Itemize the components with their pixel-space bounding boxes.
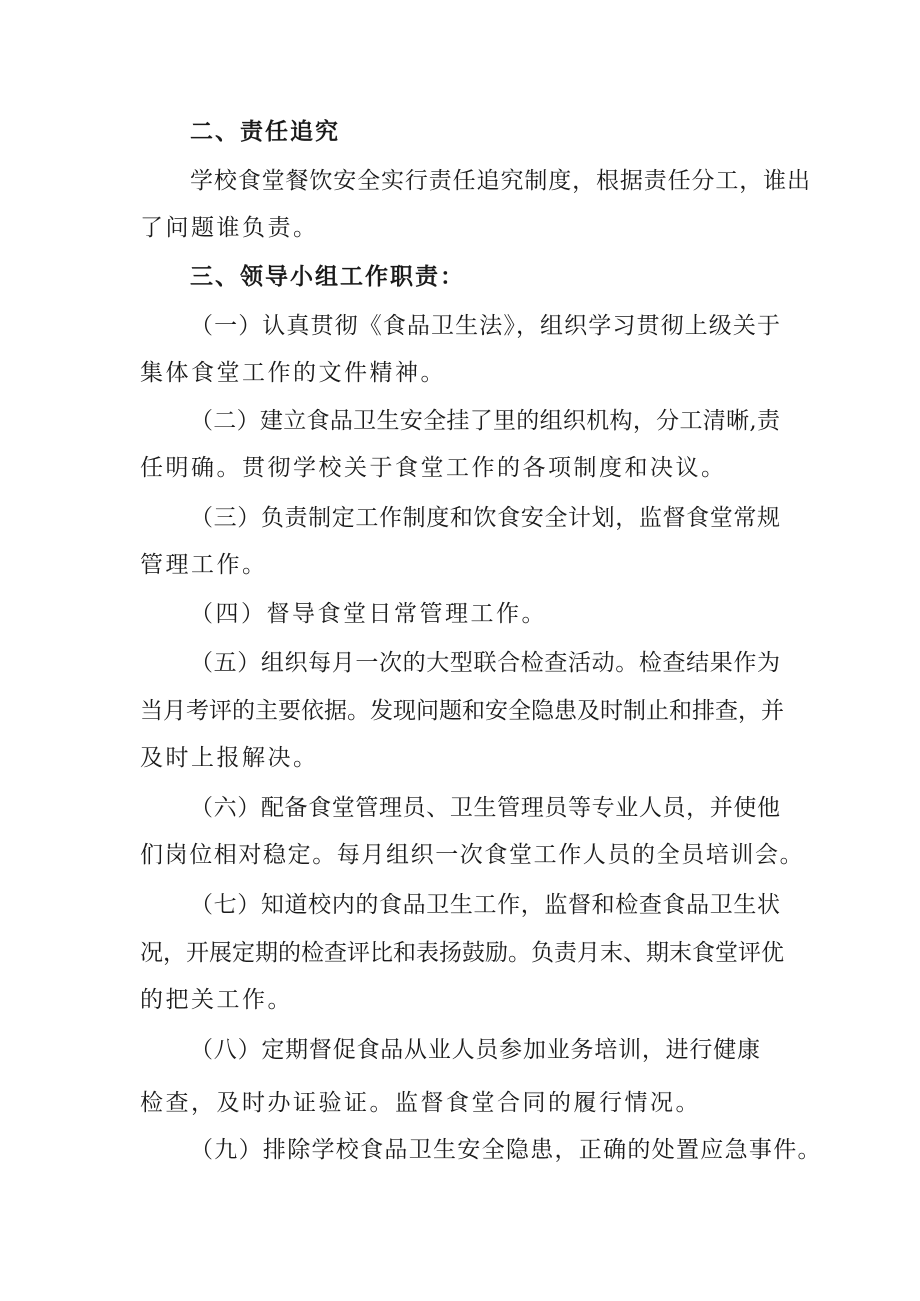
- section-heading-duties: 三、领导小组工作职责：: [190, 264, 465, 290]
- list-item-line: （二）建立食品卫生安全挂了里的组织机构，分工清晰,责: [190, 408, 780, 434]
- list-item-line: 任明确。贯彻学校关于食堂工作的各项制度和决议。: [140, 455, 727, 481]
- list-item-line: （七）知道校内的食品卫生工作，监督和检查食品卫生状: [190, 892, 780, 918]
- section-heading-responsibility: 二、责任追究: [190, 119, 340, 145]
- list-item-line: 的把关工作。: [140, 987, 293, 1013]
- list-item-line: （五）组织每月一次的大型联合检查活动。检查结果作为: [190, 650, 780, 676]
- list-item-line: 集体食堂工作的文件精神。: [140, 360, 446, 386]
- list-item-line: 及时上报解决。: [140, 745, 319, 771]
- list-item-line: 况，开展定期的检查评比和表扬鼓励。负责月末、期末食堂评优: [140, 940, 784, 966]
- paragraph-line: 学校食堂餐饮安全实行责任追究制度，根据责任分工，谁出: [190, 168, 810, 194]
- list-item-line: 管理工作。: [140, 552, 268, 578]
- list-item-line: 检查，及时办证验证。监督食堂合同的履行情况。: [140, 1090, 701, 1116]
- paragraph-line: 了问题谁负责。: [140, 215, 319, 241]
- list-item-line: （六）配备食堂管理员、卫生管理员等专业人员，并使他: [190, 795, 780, 821]
- list-item-line: 们岗位相对稳定。每月组织一次食堂工作人员的全员培训会。: [140, 842, 805, 868]
- list-item-line: （四）督导食堂日常管理工作。: [190, 601, 547, 627]
- list-item-line: 当月考评的主要依据。发现问题和安全隐患及时制止和排查，并: [140, 698, 784, 724]
- list-item-line: （一）认真贯彻《食品卫生法》，组织学习贯彻上级关于: [190, 313, 780, 339]
- list-item-line: （三）负责制定工作制度和饮食安全计划，监督食堂常规: [190, 505, 780, 531]
- list-item-line: （八）定期督促食品从业人员参加业务培训，进行健康: [190, 1037, 760, 1063]
- list-item-line: （九）排除学校食品卫生安全隐患，正确的处置应急事件。: [190, 1137, 822, 1163]
